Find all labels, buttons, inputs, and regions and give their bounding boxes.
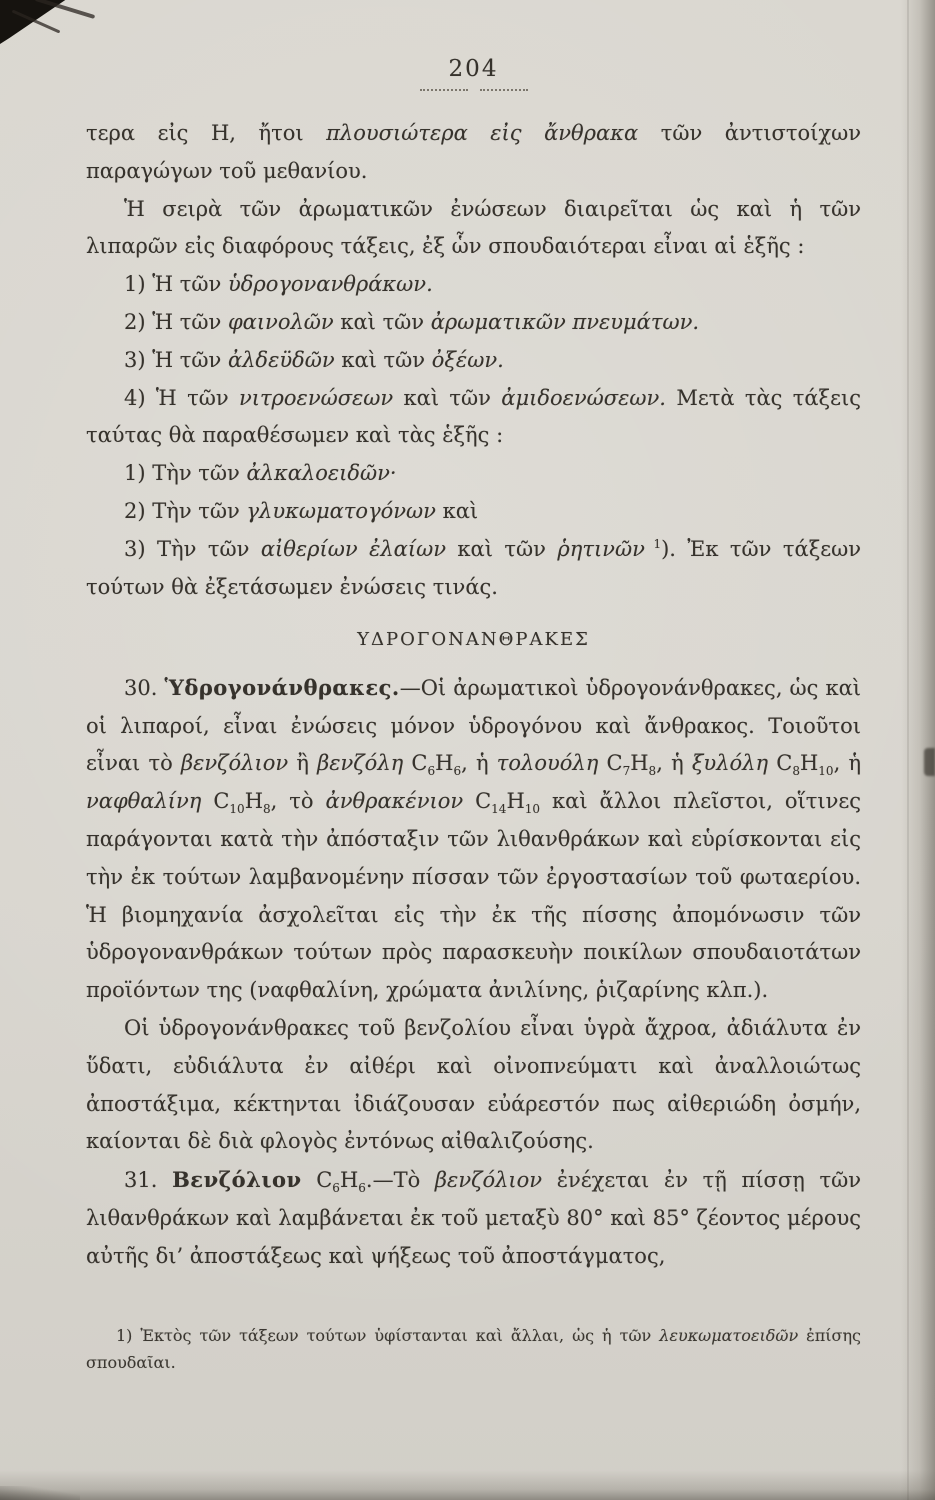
text-run: ἀρωματικῶν πνευμάτων.: [430, 309, 700, 334]
text-run: ἢ: [288, 751, 318, 776]
paragraph-benzene-properties: [86, 1010, 861, 1161]
text-run: ἀνθρακένιον: [325, 789, 464, 814]
text-run: 14: [491, 802, 507, 817]
text-run: ἀλκαλοειδῶν·: [246, 461, 397, 486]
text-run: C: [768, 751, 793, 776]
list-item-class-4: [86, 380, 861, 456]
text-run: λευκωματοειδῶν: [659, 1325, 799, 1345]
text-run: H: [799, 751, 819, 776]
text-run: βενζόλιον: [180, 751, 289, 776]
text-run: ναφθαλίνη: [86, 789, 202, 814]
footnote-1: [86, 1322, 861, 1376]
text-run: καὶ τῶν: [334, 347, 432, 372]
text-run: βενζόλιον: [434, 1168, 543, 1193]
section-heading-hydrocarbons: [86, 624, 861, 656]
text-run: , ἡ: [461, 751, 497, 776]
text-run: ἐνέχεται ἐν τῇ πίσσῃ τῶν λιθανθράκων καὶ λαμβάνεται ἐκ τοῦ μεταξὺ 80° καὶ 85° ζέοντος μέρους αὐτῆς δι’ ἀποστάξεως καὶ ψήξεως τοῦ ἀποστάγματος,: [86, 1168, 861, 1268]
page-number: 204: [448, 56, 499, 82]
text-run: , τὸ: [270, 789, 326, 814]
text-run: 1) Ἐκτὸς τῶν τάξεων τούτων ὑφίστανται καὶ ἄλλαι, ὡς ἡ τῶν: [116, 1325, 660, 1345]
text-run: H: [435, 751, 454, 776]
text-run: 6: [332, 1181, 340, 1196]
text-run: .—Τὸ: [365, 1168, 435, 1193]
text-run: H: [339, 1168, 359, 1193]
text-run: 3) Ἡ τῶν: [124, 347, 228, 372]
text-run: αἰθερίων ἐλαίων: [260, 536, 446, 561]
text-run: πλουσιώτερα εἰς ἄνθρακα: [326, 121, 639, 145]
text-run: καὶ: [435, 498, 479, 523]
text-run: ΥΔΡΟΓΟΝΑΝΘΡΑΚΕΣ: [357, 629, 590, 651]
text-run: , ἡ: [656, 751, 692, 776]
text-run: H: [244, 789, 264, 814]
dotted-rule-segment: [480, 89, 528, 91]
text-run: καὶ τῶν: [333, 309, 431, 334]
page-number-rule: [414, 89, 534, 91]
text-run: 8: [792, 764, 800, 779]
text-run: καὶ ἄλλοι πλεῖστοι, οἵτινες παράγονται κατὰ τὴν ἀπόσταξιν τῶν λιθανθράκων καὶ εὑρίσκονται εἰς τὴν ἐκ τούτων λαμβανομένην πίσσαν τῶν ἐργοστασίων τοῦ φωταερίου. Ἡ βιομηχανία ἀσχολεῖται εἰς τὴν ἐκ τῆς πίσσης ἀπομόνωσιν τῶν ὑδρογονανθράκων τούτων πρὸς παρασκευὴν ποικίλων σπουδαιοτάτων προϊόντων της (ναφθαλίνη, χρώματα ἀνιλίνης, ῥιζαρίνης κλπ.).: [86, 789, 862, 1003]
list-item-extra-2: [86, 493, 861, 531]
text-run: τερα εἰς Η, ἤτοι: [86, 121, 327, 145]
body-text: [86, 115, 861, 1376]
text-run: 1: [644, 536, 662, 551]
text-run: τολουόλη: [496, 751, 599, 776]
list-item-class-3: [86, 342, 861, 380]
text-run: 1) Τὴν τῶν: [124, 461, 247, 486]
section-31-benzene: [86, 1161, 861, 1275]
text-run: φαινολῶν: [227, 309, 334, 334]
text-run: 10: [229, 802, 245, 817]
text-run: 8: [648, 764, 657, 779]
text-run: ). Ἐκ τῶν τάξεων τούτων θὰ ἐξετάσωμεν ἐνώσεις τινάς.: [86, 536, 862, 599]
text-run: C: [463, 789, 492, 814]
text-run: 7: [622, 764, 631, 779]
text-run: νιτροενώσεων: [238, 385, 394, 410]
text-run: 2) Τὴν τῶν: [124, 498, 247, 523]
text-run: βενζόλη: [317, 751, 404, 776]
list-item-extra-3: [86, 531, 861, 607]
text-run: ἀμιδοενώσεων.: [501, 385, 666, 410]
list-item-class-1: [86, 266, 861, 304]
text-run: 31.: [124, 1168, 173, 1193]
text-run: ὀξέων.: [431, 347, 504, 372]
text-run: C: [301, 1168, 333, 1193]
text-run: H: [630, 751, 649, 776]
text-run: καὶ τῶν: [445, 536, 558, 561]
text-run: Μετὰ τὰς τάξεις ταύτας θὰ παραθέσωμεν καὶ τὰς ἑξῆς :: [86, 385, 861, 448]
text-run: ἐπίσης σπουδαῖαι.: [86, 1325, 862, 1372]
text-run: 3) Τὴν τῶν: [124, 536, 261, 561]
text-run: 1) Ἡ τῶν: [124, 272, 228, 297]
list-item-extra-1: [86, 455, 861, 493]
text-run: 10: [524, 802, 541, 817]
text-run: ἀλδεϋδῶν: [227, 347, 335, 372]
text-run: , ἡ: [833, 751, 862, 776]
text-run: 8: [263, 802, 271, 817]
text-run: ξυλόλη: [691, 751, 769, 776]
text-run: 10: [818, 764, 834, 779]
text-run: ὑδρογονανθράκων.: [227, 272, 433, 297]
text-run: Ἡ σειρὰ τῶν ἀρωματικῶν ἐνώσεων διαιρεῖται ὡς καὶ ἡ τῶν λιπαρῶν εἰς διαφόρους τάξεις, ἐξ ὧν σπουδαιότεραι εἶναι αἱ ἑξῆς :: [86, 196, 861, 259]
text-run: 6: [358, 1181, 366, 1196]
section-30-hydrocarbons: [86, 669, 861, 1010]
text-run: H: [506, 789, 525, 814]
text-run: 4) Ἡ τῶν: [124, 385, 239, 410]
text-run: Οἱ ὑδρογονάνθρακες τοῦ βενζολίου εἶναι ὑγρὰ ἄχροα, ἀδιάλυτα ἐν ὕδατι, εὐδιάλυτα ἐν αἰθέρι καὶ οἰνοπνεύματι καὶ ἀναλλοιώτως ἀποστάξιμα, κέκτηνται ἰδιάζουσαν εὐάρεστόν πως αἰθεριώδη ὀσμήν, καίονται δὲ διὰ φλογὸς ἐντόνως αἰθαλιζούσης.: [86, 1015, 861, 1154]
paragraph-series-intro: [86, 191, 861, 267]
text-run: Ὑδρογονάνθρακες.: [164, 674, 400, 700]
text-run: 6: [453, 764, 462, 779]
text-run: τῶν ἀντιστοίχων παραγώγων τοῦ μεθανίου.: [86, 121, 862, 183]
text-run: 6: [427, 764, 436, 779]
text-run: καὶ τῶν: [393, 385, 502, 410]
text-run: 30.: [124, 675, 165, 700]
text-run: C: [403, 751, 428, 776]
text-run: 2) Ἡ τῶν: [124, 309, 228, 334]
text-run: C: [598, 751, 623, 776]
page-header: [86, 56, 861, 91]
list-item-class-2: [86, 304, 861, 342]
dotted-rule-segment: [420, 89, 468, 91]
paragraph-continuation: [86, 115, 861, 191]
text-run: γλυκωματογόνων: [246, 498, 436, 523]
text-run: —Οἱ ἀρωματικοὶ ὑδρογονάνθρακες, ὡς καὶ οἱ λιπαροί, εἶναι ἐνώσεις μόνον ὑδρογόνου καὶ ἄνθρακος. Τοιοῦτοι εἶναι τὸ: [86, 675, 862, 776]
text-run: ῥητινῶν: [557, 536, 645, 561]
text-run: Βενζόλιον: [172, 1167, 302, 1193]
text-run: C: [201, 789, 230, 814]
